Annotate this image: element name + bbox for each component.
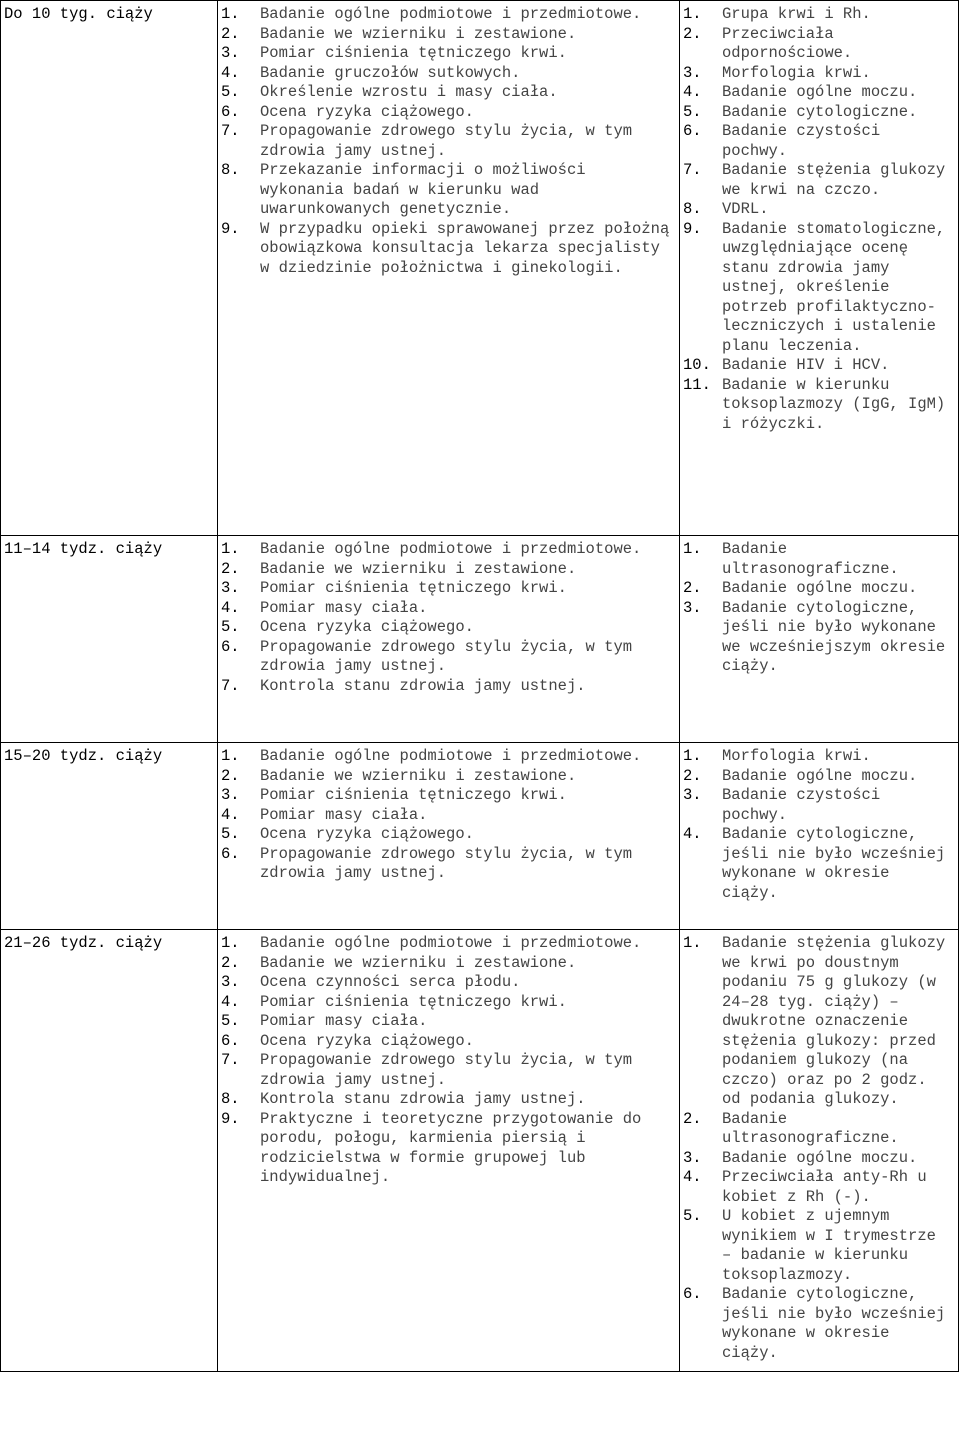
item-text: Badanie ogólne moczu.	[722, 579, 918, 597]
item-text: VDRL.	[722, 200, 769, 218]
item-number: 5.	[683, 1207, 702, 1225]
item-number: 1.	[683, 5, 702, 23]
item-text: Badanie cytologiczne, jeśli nie było wcześniej wykonane w okresie ciąży.	[722, 825, 946, 902]
item-text: Określenie wzrostu i masy ciała.	[260, 83, 558, 101]
item-text: U kobiet z ujemnym wynikiem w I trymestrze – badanie w kierunku toksoplazmozy.	[722, 1207, 936, 1284]
item-text: Badanie ogólne podmiotowe i przedmiotowe.	[260, 747, 642, 765]
list-item	[683, 747, 954, 767]
item-number: 9.	[683, 219, 702, 238]
item-number: 6.	[683, 1285, 702, 1303]
list-item	[221, 220, 675, 279]
item-number: 3.	[683, 1148, 702, 1167]
procedures-cell	[218, 536, 680, 743]
list-item	[221, 825, 675, 845]
procedures-cell	[218, 930, 680, 1372]
item-text: Ocena ryzyka ciążowego.	[260, 102, 474, 121]
procedures-cell	[218, 743, 680, 930]
item-number: 1.	[221, 747, 240, 765]
item-text: Pomiar ciśnienia tętniczego krwi.	[260, 992, 567, 1011]
item-number: 2.	[683, 579, 702, 597]
item-number: 6.	[221, 844, 240, 863]
list-item	[221, 1051, 675, 1090]
item-number: 2.	[221, 559, 240, 578]
item-number: 8.	[221, 161, 240, 179]
period-label: 11–14 tydz. ciąży	[4, 540, 163, 558]
list-item	[221, 560, 675, 580]
procedures-list	[221, 5, 675, 278]
item-text: Propagowanie zdrowego stylu życia, w tym zdrowia jamy ustnej.	[260, 1051, 633, 1089]
list-item	[683, 83, 954, 103]
list-item	[683, 161, 954, 200]
list-item	[221, 44, 675, 64]
tests-list	[683, 540, 954, 677]
item-number: 1.	[683, 540, 702, 558]
item-text: Pomiar masy ciała.	[260, 598, 428, 617]
list-item	[683, 540, 954, 579]
list-item	[221, 786, 675, 806]
list-item	[221, 618, 675, 638]
item-text: Propagowanie zdrowego stylu życia, w tym zdrowia jamy ustnej.	[260, 637, 633, 675]
list-item	[221, 64, 675, 84]
item-number: 8.	[221, 1090, 240, 1108]
item-number: 4.	[221, 598, 240, 617]
period-cell	[1, 536, 218, 743]
item-text: Propagowanie zdrowego stylu życia, w tym zdrowia jamy ustnej.	[260, 122, 633, 160]
item-text: Badanie ogólne podmiotowe i przedmiotowe.	[260, 540, 642, 558]
item-text: Morfologia krwi.	[722, 63, 871, 82]
item-text: Badanie ogólne podmiotowe i przedmiotowe.	[260, 934, 642, 952]
tests-cell	[680, 1, 959, 536]
item-number: 7.	[221, 676, 240, 695]
item-text: Badanie we wzierniku i zestawione.	[260, 559, 577, 578]
item-number: 2.	[683, 24, 702, 43]
item-number: 1.	[221, 934, 240, 952]
list-item	[221, 806, 675, 826]
item-text: Badanie ultrasonograficzne.	[722, 540, 899, 578]
item-text: Badanie czystości pochwy.	[722, 122, 881, 160]
item-text: Ocena ryzyka ciążowego.	[260, 825, 474, 843]
list-item	[683, 25, 954, 64]
item-number: 4.	[221, 805, 240, 824]
item-number: 10.	[683, 356, 711, 374]
item-number: 1.	[221, 540, 240, 558]
item-text: Badanie cytologiczne.	[722, 102, 918, 121]
item-text: Badanie ultrasonograficzne.	[722, 1109, 899, 1147]
list-item	[683, 103, 954, 123]
list-item	[683, 599, 954, 677]
table-row	[1, 743, 959, 930]
item-text: Pomiar ciśnienia tętniczego krwi.	[260, 44, 567, 62]
list-item	[221, 993, 675, 1013]
item-text: Badanie we wzierniku i zestawione.	[260, 24, 577, 43]
item-text: Przeciwciała odpornościowe.	[722, 24, 853, 62]
list-item	[683, 1207, 954, 1285]
list-item	[683, 1168, 954, 1207]
item-number: 4.	[683, 825, 702, 843]
item-number: 6.	[683, 122, 702, 140]
list-item	[221, 83, 675, 103]
list-item	[221, 1012, 675, 1032]
item-text: Badanie czystości pochwy.	[722, 786, 881, 824]
item-number: 4.	[683, 1168, 702, 1186]
list-item	[221, 954, 675, 974]
item-number: 3.	[221, 44, 240, 62]
item-number: 3.	[221, 579, 240, 597]
item-text: Badanie we wzierniku i zestawione.	[260, 953, 577, 972]
item-text: Kontrola stanu zdrowia jamy ustnej.	[260, 1090, 586, 1108]
list-item	[221, 677, 675, 697]
list-item	[221, 934, 675, 954]
item-text: Praktyczne i teoretyczne przygotowanie do porodu, połogu, karmienia piersią i rodzicielstwa w formie grupowej lub indywidualnej.	[260, 1109, 642, 1186]
list-item	[683, 579, 954, 599]
item-text: Badanie we wzierniku i zestawione.	[260, 766, 577, 785]
list-item	[221, 767, 675, 787]
item-number: 5.	[221, 83, 240, 101]
item-number: 3.	[221, 786, 240, 804]
list-item	[221, 103, 675, 123]
schedule-body	[1, 1, 959, 1372]
item-number: 11.	[683, 375, 711, 394]
list-item	[683, 934, 954, 1110]
item-text: Ocena ryzyka ciążowego.	[260, 1031, 474, 1050]
procedures-list	[221, 934, 675, 1188]
tests-cell	[680, 536, 959, 743]
period-label: Do 10 tyg. ciąży	[4, 5, 153, 23]
item-number: 4.	[683, 83, 702, 101]
procedures-list	[221, 540, 675, 696]
item-number: 6.	[221, 637, 240, 656]
list-item	[683, 64, 954, 84]
table-row	[1, 536, 959, 743]
list-item	[221, 5, 675, 25]
tests-cell	[680, 743, 959, 930]
item-number: 9.	[221, 219, 240, 238]
item-number: 3.	[683, 63, 702, 82]
list-item	[683, 200, 954, 220]
item-number: 2.	[221, 953, 240, 972]
item-text: Badanie stężenia glukozy we krwi na czczo.	[722, 161, 946, 199]
list-item	[683, 122, 954, 161]
list-item	[221, 579, 675, 599]
item-text: Ocena czynności serca płodu.	[260, 973, 521, 991]
list-item	[221, 1032, 675, 1052]
tests-cell	[680, 930, 959, 1372]
item-number: 5.	[221, 825, 240, 843]
list-item	[221, 973, 675, 993]
period-cell	[1, 1, 218, 536]
item-number: 9.	[221, 1109, 240, 1128]
item-number: 3.	[221, 973, 240, 991]
item-text: Przekazanie informacji o możliwości wykonania badań w kierunku wad uwarunkowanych genetycznie.	[260, 161, 586, 218]
period-cell	[1, 930, 218, 1372]
list-item	[221, 161, 675, 220]
list-item	[683, 1110, 954, 1149]
item-number: 2.	[221, 766, 240, 785]
list-item	[221, 122, 675, 161]
item-text: Badanie HIV i HCV.	[722, 356, 890, 374]
item-text: Morfologia krwi.	[722, 747, 871, 765]
item-text: Badanie stężenia glukozy we krwi po doustnym podaniu 75 g glukozy (w 24–28 tyg. ciąży) – dwukrotne oznaczenie stężenia glukozy: przed podaniem glukozy (na czczo) oraz po 2 godz. od podania glukozy.	[722, 934, 946, 1108]
item-text: Kontrola stanu zdrowia jamy ustnej.	[260, 676, 586, 695]
item-number: 1.	[683, 747, 702, 765]
item-number: 3.	[683, 786, 702, 804]
item-number: 1.	[221, 5, 240, 23]
list-item	[683, 786, 954, 825]
list-item	[221, 1090, 675, 1110]
item-text: Pomiar ciśnienia tętniczego krwi.	[260, 579, 567, 597]
item-text: Badanie cytologiczne, jeśli nie było wykonane we wcześniejszym okresie ciąży.	[722, 598, 946, 675]
item-text: Badanie ogólne moczu.	[722, 1148, 918, 1167]
item-number: 7.	[221, 1051, 240, 1069]
item-text: Badanie stomatologiczne, uwzględniające ocenę stanu zdrowia jamy ustnej, określenie potrzeb profilaktyczno-leczniczych i ustalenie planu leczenia.	[722, 219, 946, 355]
item-number: 6.	[221, 1031, 240, 1050]
list-item	[683, 220, 954, 357]
item-number: 1.	[683, 934, 702, 952]
item-text: Badanie ogólne moczu.	[722, 766, 918, 785]
item-text: Badanie gruczołów sutkowych.	[260, 63, 521, 82]
period-label: 15–20 tydz. ciąży	[4, 747, 163, 765]
item-number: 5.	[221, 618, 240, 636]
list-item	[683, 825, 954, 903]
item-text: Pomiar ciśnienia tętniczego krwi.	[260, 786, 567, 804]
item-number: 4.	[221, 63, 240, 82]
item-text: Badanie ogólne podmiotowe i przedmiotowe.	[260, 5, 642, 23]
tests-list	[683, 5, 954, 434]
list-item	[221, 638, 675, 677]
item-text: Badanie cytologiczne, jeśli nie było wcześniej wykonane w okresie ciąży.	[722, 1285, 946, 1362]
item-text: Propagowanie zdrowego stylu życia, w tym zdrowia jamy ustnej.	[260, 844, 633, 882]
list-item	[221, 599, 675, 619]
procedures-cell	[218, 1, 680, 536]
list-item	[221, 747, 675, 767]
tests-list	[683, 934, 954, 1363]
table-row	[1, 930, 959, 1372]
list-item	[683, 356, 954, 376]
item-number: 7.	[221, 122, 240, 140]
item-text: Badanie w kierunku toksoplazmozy (IgG, IgM) i różyczki.	[722, 375, 946, 433]
item-text: Grupa krwi i Rh.	[722, 5, 871, 23]
item-text: Ocena ryzyka ciążowego.	[260, 618, 474, 636]
list-item	[221, 25, 675, 45]
item-number: 5.	[683, 102, 702, 121]
item-number: 8.	[683, 200, 702, 218]
list-item	[683, 1149, 954, 1169]
period-cell	[1, 743, 218, 930]
tests-list	[683, 747, 954, 903]
table-row	[1, 1, 959, 536]
item-number: 2.	[683, 1109, 702, 1128]
item-text: Pomiar masy ciała.	[260, 1012, 428, 1030]
period-label: 21–26 tydz. ciąży	[4, 934, 163, 952]
item-number: 5.	[221, 1012, 240, 1030]
item-number: 7.	[683, 161, 702, 179]
list-item	[221, 540, 675, 560]
item-number: 3.	[683, 598, 702, 617]
list-item	[221, 1110, 675, 1188]
item-number: 6.	[221, 102, 240, 121]
list-item	[221, 845, 675, 884]
procedures-list	[221, 747, 675, 884]
list-item	[683, 767, 954, 787]
item-text: Pomiar masy ciała.	[260, 805, 428, 824]
item-text: Badanie ogólne moczu.	[722, 83, 918, 101]
item-text: Przeciwciała anty-Rh u kobiet z Rh (-).	[722, 1168, 927, 1206]
list-item	[683, 5, 954, 25]
item-number: 2.	[683, 766, 702, 785]
item-text: W przypadku opieki sprawowanej przez położną obowiązkowa konsultacja lekarza specjalisty w dziedzinie położnictwa i ginekologii.	[260, 219, 670, 277]
item-number: 2.	[221, 24, 240, 43]
list-item	[683, 376, 954, 435]
item-number: 4.	[221, 992, 240, 1011]
list-item	[683, 1285, 954, 1363]
